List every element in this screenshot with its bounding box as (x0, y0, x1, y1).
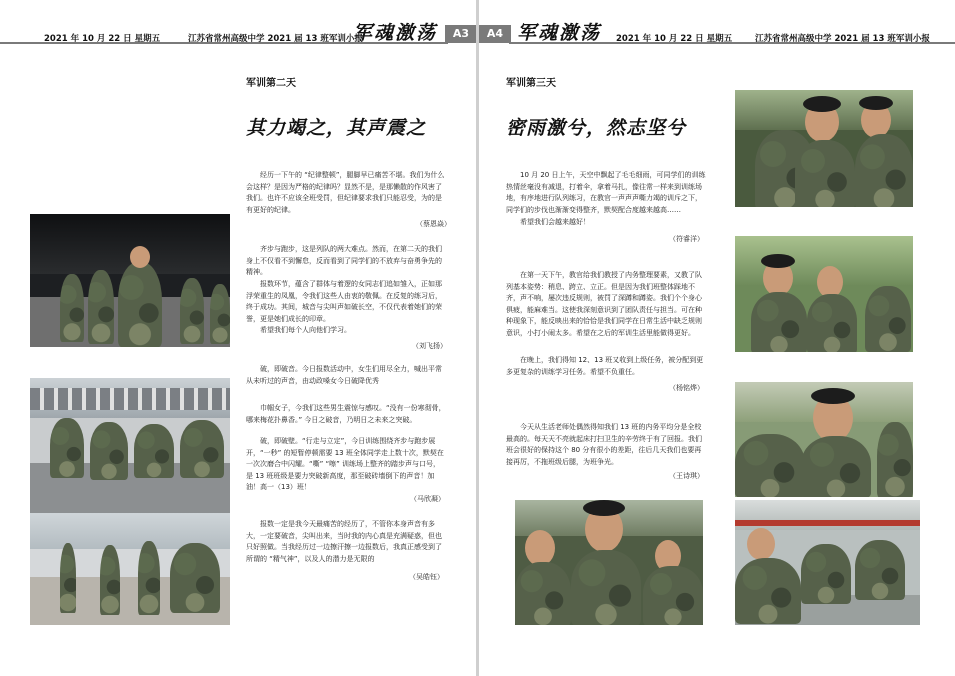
section-label: 军训第三天 (506, 78, 556, 89)
photo-punching-drill (735, 500, 920, 625)
article-1-author: （符睿洋） (669, 235, 704, 243)
article-3-author: （马欣凝） (410, 495, 445, 503)
article-2-para-2: 报数环节，蕴含了群体与着逻的女同志们追如雏入，正如那浮荣重生的凤凰，令我们这些人由衷的敬佩。在反复的练习后，终于成功。其间，城音与尖叫声如破长空，不仅代表着她们的荣誉，更是她们成长的印章。 (246, 280, 442, 323)
article-2-para-2: 在晚上，我们得知 12、13 班又收到上级任务，被分配到更多更复杂的训练学习任务。希望不负重任。 (506, 356, 704, 376)
article-2-author: （杨铭烨） (669, 384, 704, 392)
page-a3 (0, 0, 476, 676)
article-2-para-1: 齐步与跑步，这是列队的两大难点。然而，在第二天的我们身上不仅看不到懈怠，反而看到了同学们的不放弃与奋勇争先的精神。 (246, 245, 442, 277)
article-2-para-1: 在第一天下午，教官给我们教授了内务整理要素，又教了队列基本姿势：稍息、跨立、立正。但是因为我们班整体踩地不齐，声不响，屡次违反规则，被罚了深蹲和蹲姿。我们个个身心俱疲，能麻难当。这使我深刻意识到了团队责任与担当。可在种种现象下，能反映出来的恰恰是我们同学在日常生活中缺乏规则意识，小打小闹太多。希望在之后的军训生活里能做得更好。 (506, 271, 702, 337)
article-2-author: （刘飞扬） (412, 342, 447, 350)
photo-night-drill (30, 214, 230, 347)
photo-students-rain (735, 236, 913, 352)
article-3-para-1: 今天从生活老师处偶然得知我们 13 班的内务平均分是全校最高的。每天天不亮就起床打扫卫生的辛劳终于有了回报。我们班会很好的保持这个 80 分有很小的差距，往后几天我们也要再接再厉，不拖班级后腿，为班争光。 (506, 423, 702, 466)
article-3-para-3: 破，即破壁。“行走与立定”，今日训练围绕齐步与跑步展开，“一秒” 的短暂停顿需要 13 班全体同学走上数十次，默契在一次次磨合中闪耀。“嘶” “嚓” 训练场上整齐的踏步声与口号，是 13 班班级是要力突破新高度，那至破砖墙倒下的声音！加油！高一（13）班！ (246, 437, 444, 492)
headline: 密雨激兮，然志坚兮 (506, 117, 687, 139)
header-school: 江苏省常州高级中学 2021 届 13 班军训小报 (755, 34, 930, 44)
article-1-para-2: 希望我们会越来越好！ (520, 218, 590, 226)
article-3-para-1: 破，即破音。今日报数活动中，女生们用尽全力，喊出平常从未听过的声音，由动政嗓女今日破降优秀 (246, 365, 442, 385)
masthead-title: 军魂激荡 (353, 22, 438, 44)
page-number: A4 (479, 25, 511, 43)
article-1-author: （蔡恩焱） (416, 220, 451, 228)
page-a4 (479, 0, 955, 676)
article-1-para-1: 经历一下午的 “纪律整顿”，腿脚早已痛苦不堪。我们为什么会这样？是因为严格的纪律吗？显然不是，是那懒散的作风害了我们。也许不应该全班受罚，但纪律要求我们只能忍受，为的是有更好的纪律。 (246, 171, 445, 214)
photo-square-lineup (30, 513, 230, 625)
article-2-para-3: 希望我们每个人向他们学习。 (260, 326, 351, 334)
article-4-para-1: 报数一定是我今天最痛苦的经历了，不管你本身声音有多大，一定要破音，尖叫出来，当时我的内心真是充满疑惑，但也只好照做。当我经历过一边擦汗擦一边报数后，我真正感受到了所谓的 “精气神”，以及人的潜力是无限的 (246, 520, 442, 563)
photo-students-glasses (735, 90, 913, 207)
photo-seated-students (515, 500, 703, 625)
article-3-para-2: 巾帼女子，今我们这些男生震惊与感叹。“没有一份寒彻骨，哪来梅花扑鼻香。” 今日之破音，乃明日之未来之突破。 (246, 404, 446, 424)
photo-student-closeup (735, 382, 913, 497)
header-date: 2021 年 10 月 22 日 星期五 (44, 34, 161, 44)
article-1-para-1: 10 月 20 日上午，天空中飘起了毛毛细雨，可同学们的训练热情丝毫没有减退，打着伞，拿着马扎，像往常一样来到训练场地，有序地进行队列练习，在教官一声声声嘶力竭的训斥之下，同学们的步伐也渐渐变得整齐，默契配合度越来越高…… (506, 171, 706, 214)
masthead-title: 军魂激荡 (517, 22, 602, 44)
section-label: 军训第二天 (246, 78, 296, 89)
photo-formation-building (30, 378, 230, 513)
header-school: 江苏省常州高级中学 2021 届 13 班军训小报 (188, 34, 363, 44)
headline: 其力竭之，其声震之 (246, 117, 427, 139)
page-number: A3 (445, 25, 476, 43)
article-3-author: （王诗琪） (669, 472, 704, 480)
header-date: 2021 年 10 月 22 日 星期五 (616, 34, 733, 44)
article-4-author: （吴皓钰） (409, 573, 444, 581)
